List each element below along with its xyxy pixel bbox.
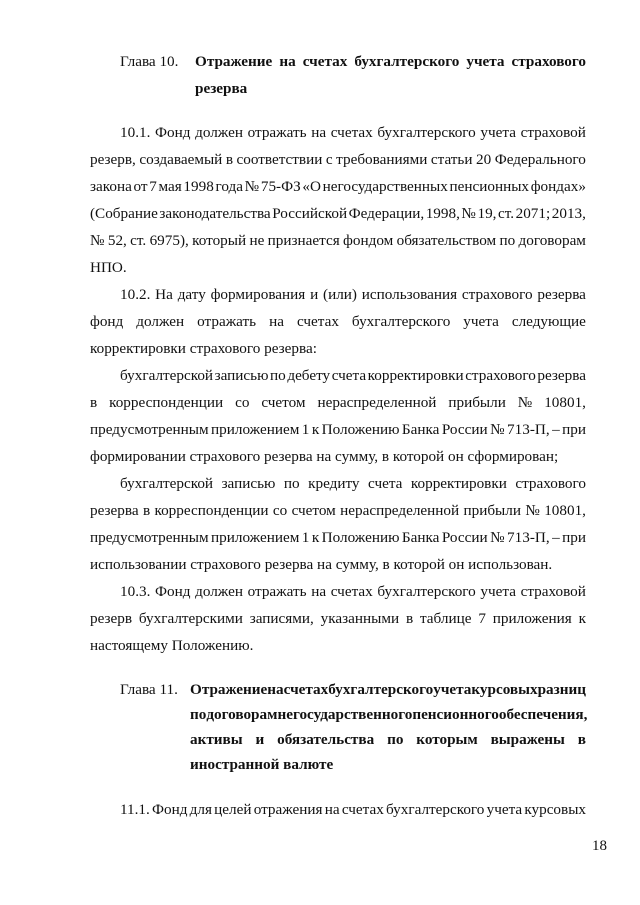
word: курсовых — [524, 801, 586, 818]
chapter-11-title-line — [190, 681, 586, 699]
word: приложения — [492, 610, 572, 627]
word: бухгалтерской — [120, 475, 214, 492]
para-10-2-line — [120, 286, 586, 304]
word: счетом — [261, 394, 306, 411]
para-10-1-line — [90, 205, 586, 223]
word: Фонд — [152, 801, 188, 818]
word: целей — [214, 801, 252, 818]
word: резерва — [537, 367, 586, 384]
word: Федерального — [494, 151, 586, 168]
word: на — [311, 583, 327, 600]
word: бухгалтерского — [351, 313, 451, 330]
word: корректировки — [410, 475, 507, 492]
word: 52, — [107, 232, 127, 249]
word: к — [311, 421, 320, 438]
chapter-11-title-line — [190, 706, 586, 724]
word: на — [324, 801, 340, 818]
word: – — [552, 421, 560, 438]
para-10-2-a-line — [90, 421, 586, 439]
word: – — [552, 529, 560, 546]
word: по — [190, 706, 207, 723]
word: договорам — [206, 706, 278, 723]
word: выражены — [490, 731, 565, 748]
para-10-1-line — [90, 232, 586, 250]
word: страхового — [461, 286, 533, 303]
word: 10801, — [544, 394, 586, 411]
word: требованиями — [336, 151, 428, 168]
word: предусмотренным — [90, 529, 209, 546]
para-11-1-line — [120, 801, 586, 819]
word: бухгалтерской — [120, 367, 214, 384]
word: России — [441, 421, 488, 438]
word: следующие — [511, 313, 586, 330]
chapter-10-title-line-1 — [195, 53, 586, 71]
word: 1998, — [425, 205, 460, 222]
word: 1998 — [183, 178, 214, 195]
word: 1 — [301, 529, 310, 546]
word: Банка — [401, 421, 440, 438]
word: в — [405, 610, 414, 627]
word: 7 — [149, 178, 157, 195]
chapter-11-label: Глава 11. — [120, 681, 178, 698]
word: формирования — [210, 286, 306, 303]
word: учета — [466, 53, 505, 70]
word: счета — [368, 475, 403, 492]
word: бухгалтерскими — [138, 610, 243, 627]
word: бухгалтерского — [386, 801, 485, 818]
word: № — [525, 502, 540, 519]
word: указанными — [320, 610, 400, 627]
word: записью — [214, 367, 269, 384]
word: № — [517, 394, 533, 411]
word: не — [249, 232, 265, 249]
para-10-2-line — [90, 313, 586, 331]
word: на — [267, 681, 284, 698]
word: учета — [486, 801, 523, 818]
para-10-1-line — [90, 151, 586, 169]
word: резерва — [537, 286, 586, 303]
word: Положению — [321, 529, 400, 546]
word: корректировки — [367, 367, 464, 384]
word: Положению — [321, 421, 400, 438]
word: № — [461, 205, 476, 222]
word: 6975), — [149, 232, 189, 249]
word: (или) — [323, 286, 357, 303]
word: Российской — [272, 205, 348, 222]
word: 75-ФЗ — [260, 178, 301, 195]
word: бухгалтерского — [377, 583, 476, 600]
word: счетах — [341, 801, 384, 818]
word: законодательства — [159, 205, 271, 222]
word: бухгалтерского — [354, 53, 460, 70]
word: отражать — [247, 124, 307, 141]
word: корреспонденции — [154, 502, 269, 519]
word: на — [269, 313, 284, 330]
word: Фонд — [155, 124, 191, 141]
word: 10.2. — [120, 286, 151, 303]
word: страхового — [515, 475, 586, 492]
word: в — [577, 731, 586, 748]
word: 7 — [478, 610, 486, 627]
word: и — [310, 286, 319, 303]
word: создаваемый — [139, 151, 223, 168]
word: № — [244, 178, 260, 195]
word: нераспределенной — [340, 502, 460, 519]
word: (Собрание — [90, 205, 158, 222]
para-10-3-line — [120, 583, 586, 601]
word: счетах — [330, 124, 373, 141]
para-10-1-line — [90, 178, 586, 196]
word: Федерации, — [348, 205, 425, 222]
word: при — [562, 421, 586, 438]
word: счетом — [291, 502, 336, 519]
word: нераспределенной — [317, 394, 437, 411]
word: к — [311, 529, 320, 546]
para-10-3-line — [90, 610, 586, 628]
word: страхового — [465, 367, 536, 384]
word: счетах — [330, 583, 373, 600]
word: для — [189, 801, 212, 818]
word: со — [272, 502, 288, 519]
word: Банка — [401, 529, 440, 546]
word: 1 — [301, 421, 310, 438]
word: предусмотренным — [90, 421, 209, 438]
word: должен — [195, 124, 243, 141]
word: отражения — [253, 801, 323, 818]
word: негосударственных — [322, 178, 448, 195]
para-10-2-line: корректировки страхового резерва: — [90, 340, 317, 357]
word: записями, — [249, 610, 314, 627]
word: счетах — [302, 53, 348, 70]
word: которым — [416, 731, 478, 748]
word: Отражение — [190, 681, 268, 698]
word: в — [90, 394, 98, 411]
page-number: 18 — [592, 838, 607, 854]
word: бухгалтерского — [328, 681, 434, 698]
word: страхового — [511, 53, 586, 70]
word: 2013, — [551, 205, 586, 222]
word: На — [155, 286, 173, 303]
word: и — [255, 731, 265, 748]
word: закона — [90, 178, 132, 195]
word: обязательства — [277, 731, 375, 748]
word: в — [142, 502, 151, 519]
word: соответствии — [236, 151, 323, 168]
word: мая — [158, 178, 182, 195]
word: года — [215, 178, 243, 195]
para-10-2-b-line: использовании страхового резерва на сумму, в которой он использован. — [90, 556, 553, 573]
word: пенсионных — [449, 178, 530, 195]
word: который — [192, 232, 247, 249]
word: дебету — [287, 367, 331, 384]
word: страховой — [520, 583, 586, 600]
word: должен — [195, 583, 243, 600]
word: ст. — [130, 232, 147, 249]
word: 11.1. — [120, 801, 150, 818]
word: фондом — [343, 232, 394, 249]
word: со — [235, 394, 250, 411]
word: России — [441, 529, 488, 546]
word: учета — [433, 681, 472, 698]
word: отражать — [197, 313, 257, 330]
word: резерв, — [90, 151, 136, 168]
word: прибыли — [463, 502, 521, 519]
word: 10.3. — [120, 583, 151, 600]
para-10-2-b-line — [90, 502, 586, 520]
word: 19, — [477, 205, 497, 222]
word: отражать — [247, 583, 307, 600]
word: признается — [267, 232, 340, 249]
word: на — [279, 53, 296, 70]
word: фонд — [90, 313, 124, 330]
word: статьи — [430, 151, 473, 168]
chapter-10-title-line-2: резерва — [195, 80, 248, 97]
word: № — [490, 529, 505, 546]
word: 713-П, — [507, 421, 550, 438]
word: ст. — [498, 205, 515, 222]
word: резерв — [90, 610, 133, 627]
word: учета — [480, 583, 516, 600]
para-10-2-a-line — [120, 367, 586, 385]
chapter-10-label: Глава 10. — [120, 53, 179, 70]
word: Фонд — [155, 583, 191, 600]
chapter-11-title-line — [190, 731, 586, 749]
word: в — [225, 151, 233, 168]
word: на — [311, 124, 327, 141]
word: учета — [480, 124, 516, 141]
word: по — [499, 232, 516, 249]
para-10-1-line — [120, 124, 586, 142]
word: разниц — [537, 681, 586, 698]
word: резерва — [90, 502, 139, 519]
word: 10801, — [544, 502, 586, 519]
word: 20 — [476, 151, 492, 168]
para-10-2-b-line — [90, 529, 586, 547]
para-10-3-line: настоящему Положению. — [90, 637, 254, 654]
word: 713-П, — [507, 529, 550, 546]
word: записью — [221, 475, 276, 492]
word: кредиту — [308, 475, 360, 492]
word: счетах — [296, 313, 339, 330]
word: «О — [302, 178, 321, 195]
word: от — [133, 178, 148, 195]
word: 10.1. — [120, 124, 151, 141]
word: таблице — [419, 610, 472, 627]
word: курсовых — [471, 681, 538, 698]
word: № — [90, 232, 105, 249]
word: дату — [177, 286, 206, 303]
word: активы — [190, 731, 243, 748]
word: корреспонденции — [109, 394, 224, 411]
word: к — [578, 610, 586, 627]
word: счетах — [283, 681, 329, 698]
para-10-2-a-line: формировании страхового резерва на сумму, в которой он сформирован; — [90, 448, 559, 465]
word: прибыли — [448, 394, 506, 411]
para-10-1-line: НПО. — [90, 259, 127, 276]
word: бухгалтерского — [377, 124, 476, 141]
word: негосударственного — [277, 706, 413, 723]
word: № — [490, 421, 505, 438]
word: Отражение — [195, 53, 273, 70]
word: с — [325, 151, 333, 168]
word: по — [283, 475, 300, 492]
word: по — [387, 731, 404, 748]
word: 2071; — [515, 205, 551, 222]
word: пенсионного — [412, 706, 499, 723]
word: обеспечения, — [498, 706, 588, 723]
word: приложением — [211, 421, 300, 438]
para-10-2-a-line — [90, 394, 586, 412]
word: счета — [331, 367, 367, 384]
word: фондах» — [530, 178, 586, 195]
word: страховой — [520, 124, 586, 141]
para-10-2-b-line — [120, 475, 586, 493]
word: при — [562, 529, 586, 546]
word: использования — [361, 286, 458, 303]
chapter-11-title-line: иностранной валюте — [190, 756, 334, 773]
word: обязательством — [396, 232, 497, 249]
word: договорам — [518, 232, 586, 249]
word: по — [270, 367, 286, 384]
word: приложением — [211, 529, 300, 546]
word: учета — [463, 313, 499, 330]
word: должен — [136, 313, 185, 330]
